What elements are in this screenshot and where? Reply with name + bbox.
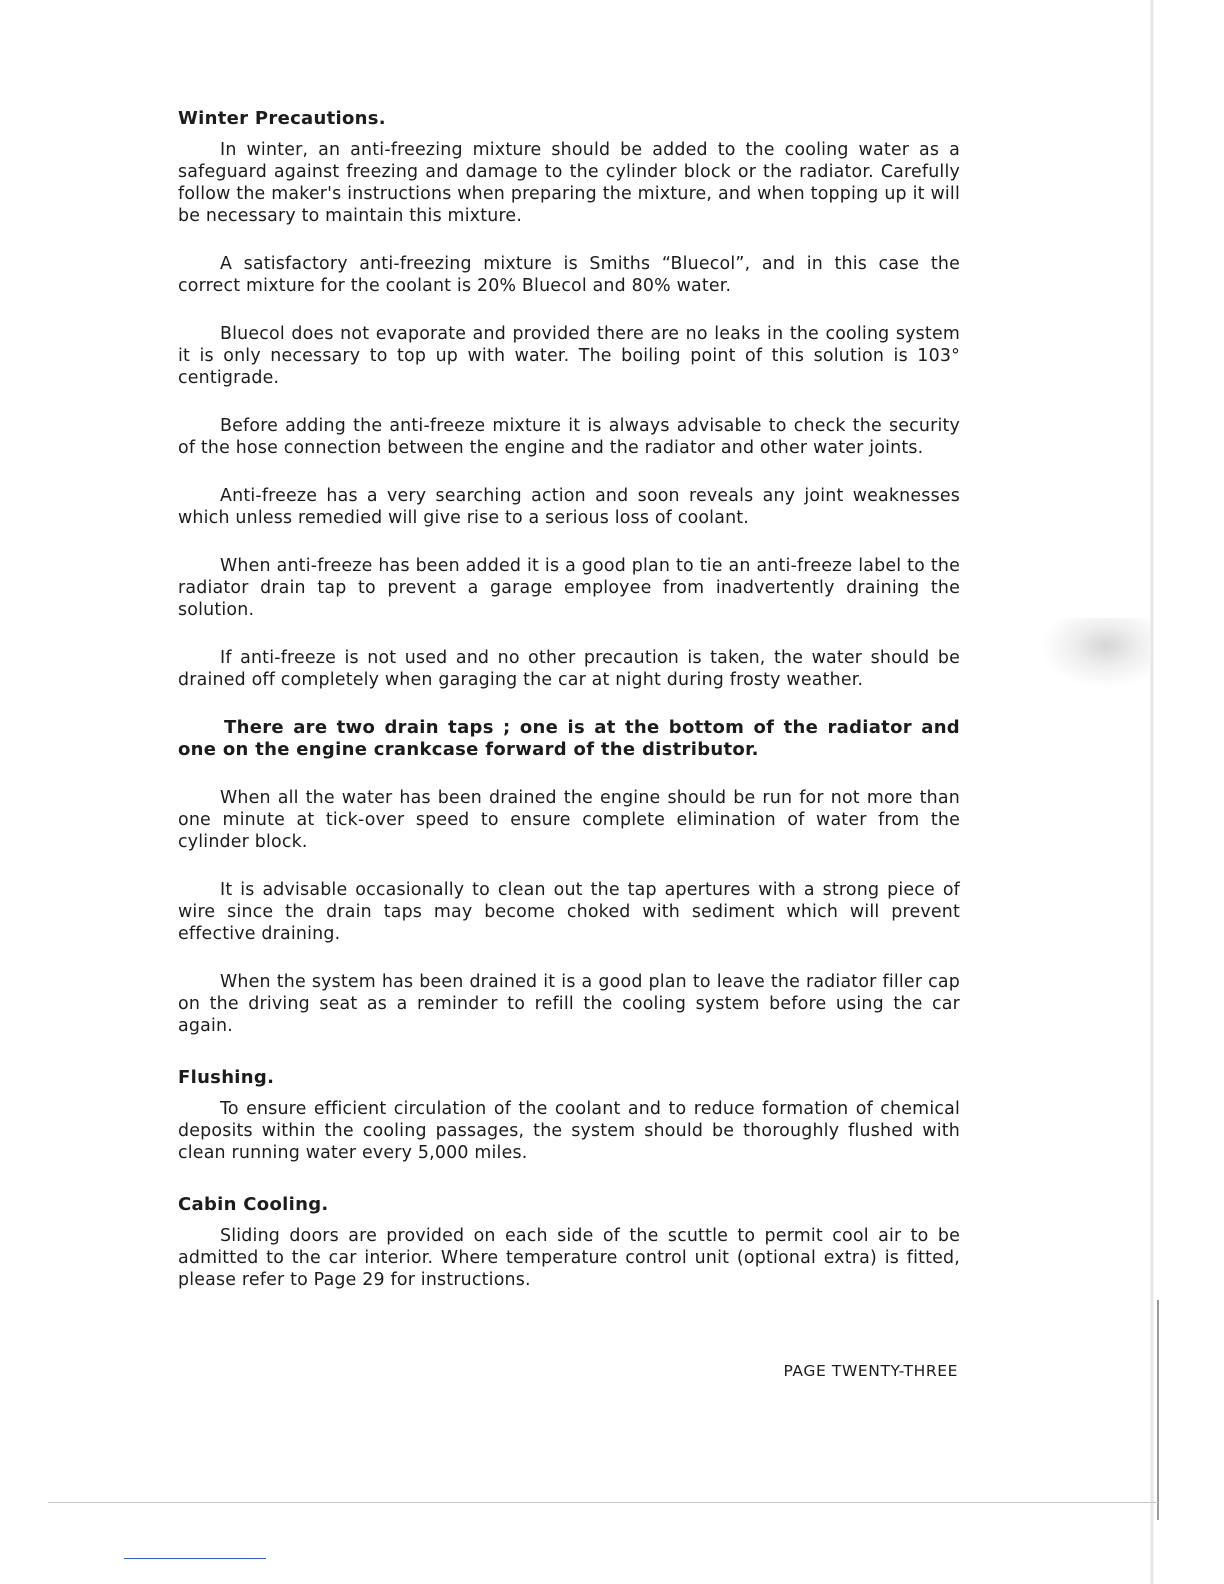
scan-edge-line — [48, 1502, 1158, 1503]
paragraph: It is advisable occasionally to clean out the tap apertures with a strong piece of wire since the drain taps may become choked with sediment which will prevent effective draining. — [178, 880, 960, 944]
section-heading: Winter Precautions. — [178, 108, 386, 129]
scan-smudge — [1040, 618, 1150, 688]
page-edge-shadow — [1150, 0, 1154, 1584]
emphasis-paragraph: There are two drain taps ; one is at the bottom of the radiator and one on the engine crankcase forward of the distributor. — [178, 717, 960, 760]
page-body — [178, 108, 960, 1317]
section-heading: Cabin Cooling. — [178, 1194, 329, 1215]
section-cabin-cooling — [178, 1194, 960, 1291]
scan-artifact-line — [124, 1558, 266, 1559]
paragraph: Bluecol does not evaporate and provided there are no leaks in the cooling system it is only necessary to top up with water. The boiling point of this solution is 103° centigrade. — [178, 324, 960, 388]
page-edge-mark — [1157, 1300, 1159, 1520]
paragraph: When the system has been drained it is a good plan to leave the radiator filler cap on the driving seat as a reminder to refill the cooling system before using the car again. — [178, 972, 960, 1036]
paragraph: If anti-freeze is not used and no other precaution is taken, the water should be drained off completely when garaging the car at night during frosty weather. — [178, 648, 960, 690]
paragraph: When anti-freeze has been added it is a good plan to tie an anti-freeze label to the radiator drain tap to prevent a garage employee from inadvertently draining the solution. — [178, 556, 960, 620]
paragraph: A satisfactory anti-freezing mixture is Smiths “Bluecol”, and in this case the correct mixture for the coolant is 20% Bluecol and 80% water. — [178, 254, 960, 296]
section-flushing — [178, 1067, 960, 1164]
paragraph: When all the water has been drained the engine should be run for not more than one minute at tick-over speed to ensure complete elimination of water from the cylinder block. — [178, 788, 960, 852]
paragraph: In winter, an anti-freezing mixture should be added to the cooling water as a safeguard against freezing and damage to the cylinder block or the radiator. Carefully follow the maker's instructions when preparing the mixture, and when topping up it will be necessary to maintain this mixture. — [178, 140, 960, 226]
page-number: PAGE TWENTY-THREE — [783, 1362, 958, 1380]
paragraph: To ensure efficient circulation of the coolant and to reduce formation of chemical deposits within the cooling passages, the system should be thoroughly flushed with clean running water every 5,000 miles. — [178, 1099, 960, 1163]
section-heading: Flushing. — [178, 1067, 275, 1088]
paragraph: Sliding doors are provided on each side of the scuttle to permit cool air to be admitted to the car interior. Where temperature control unit (optional extra) is fitted, please refer to Page 29 for instructions. — [178, 1226, 960, 1290]
section-winter-precautions — [178, 108, 960, 1037]
paragraph: Anti-freeze has a very searching action and soon reveals any joint weaknesses which unless remedied will give rise to a serious loss of coolant. — [178, 486, 960, 528]
paragraph: Before adding the anti-freeze mixture it is always advisable to check the security of the hose connection between the engine and the radiator and other water joints. — [178, 416, 960, 458]
